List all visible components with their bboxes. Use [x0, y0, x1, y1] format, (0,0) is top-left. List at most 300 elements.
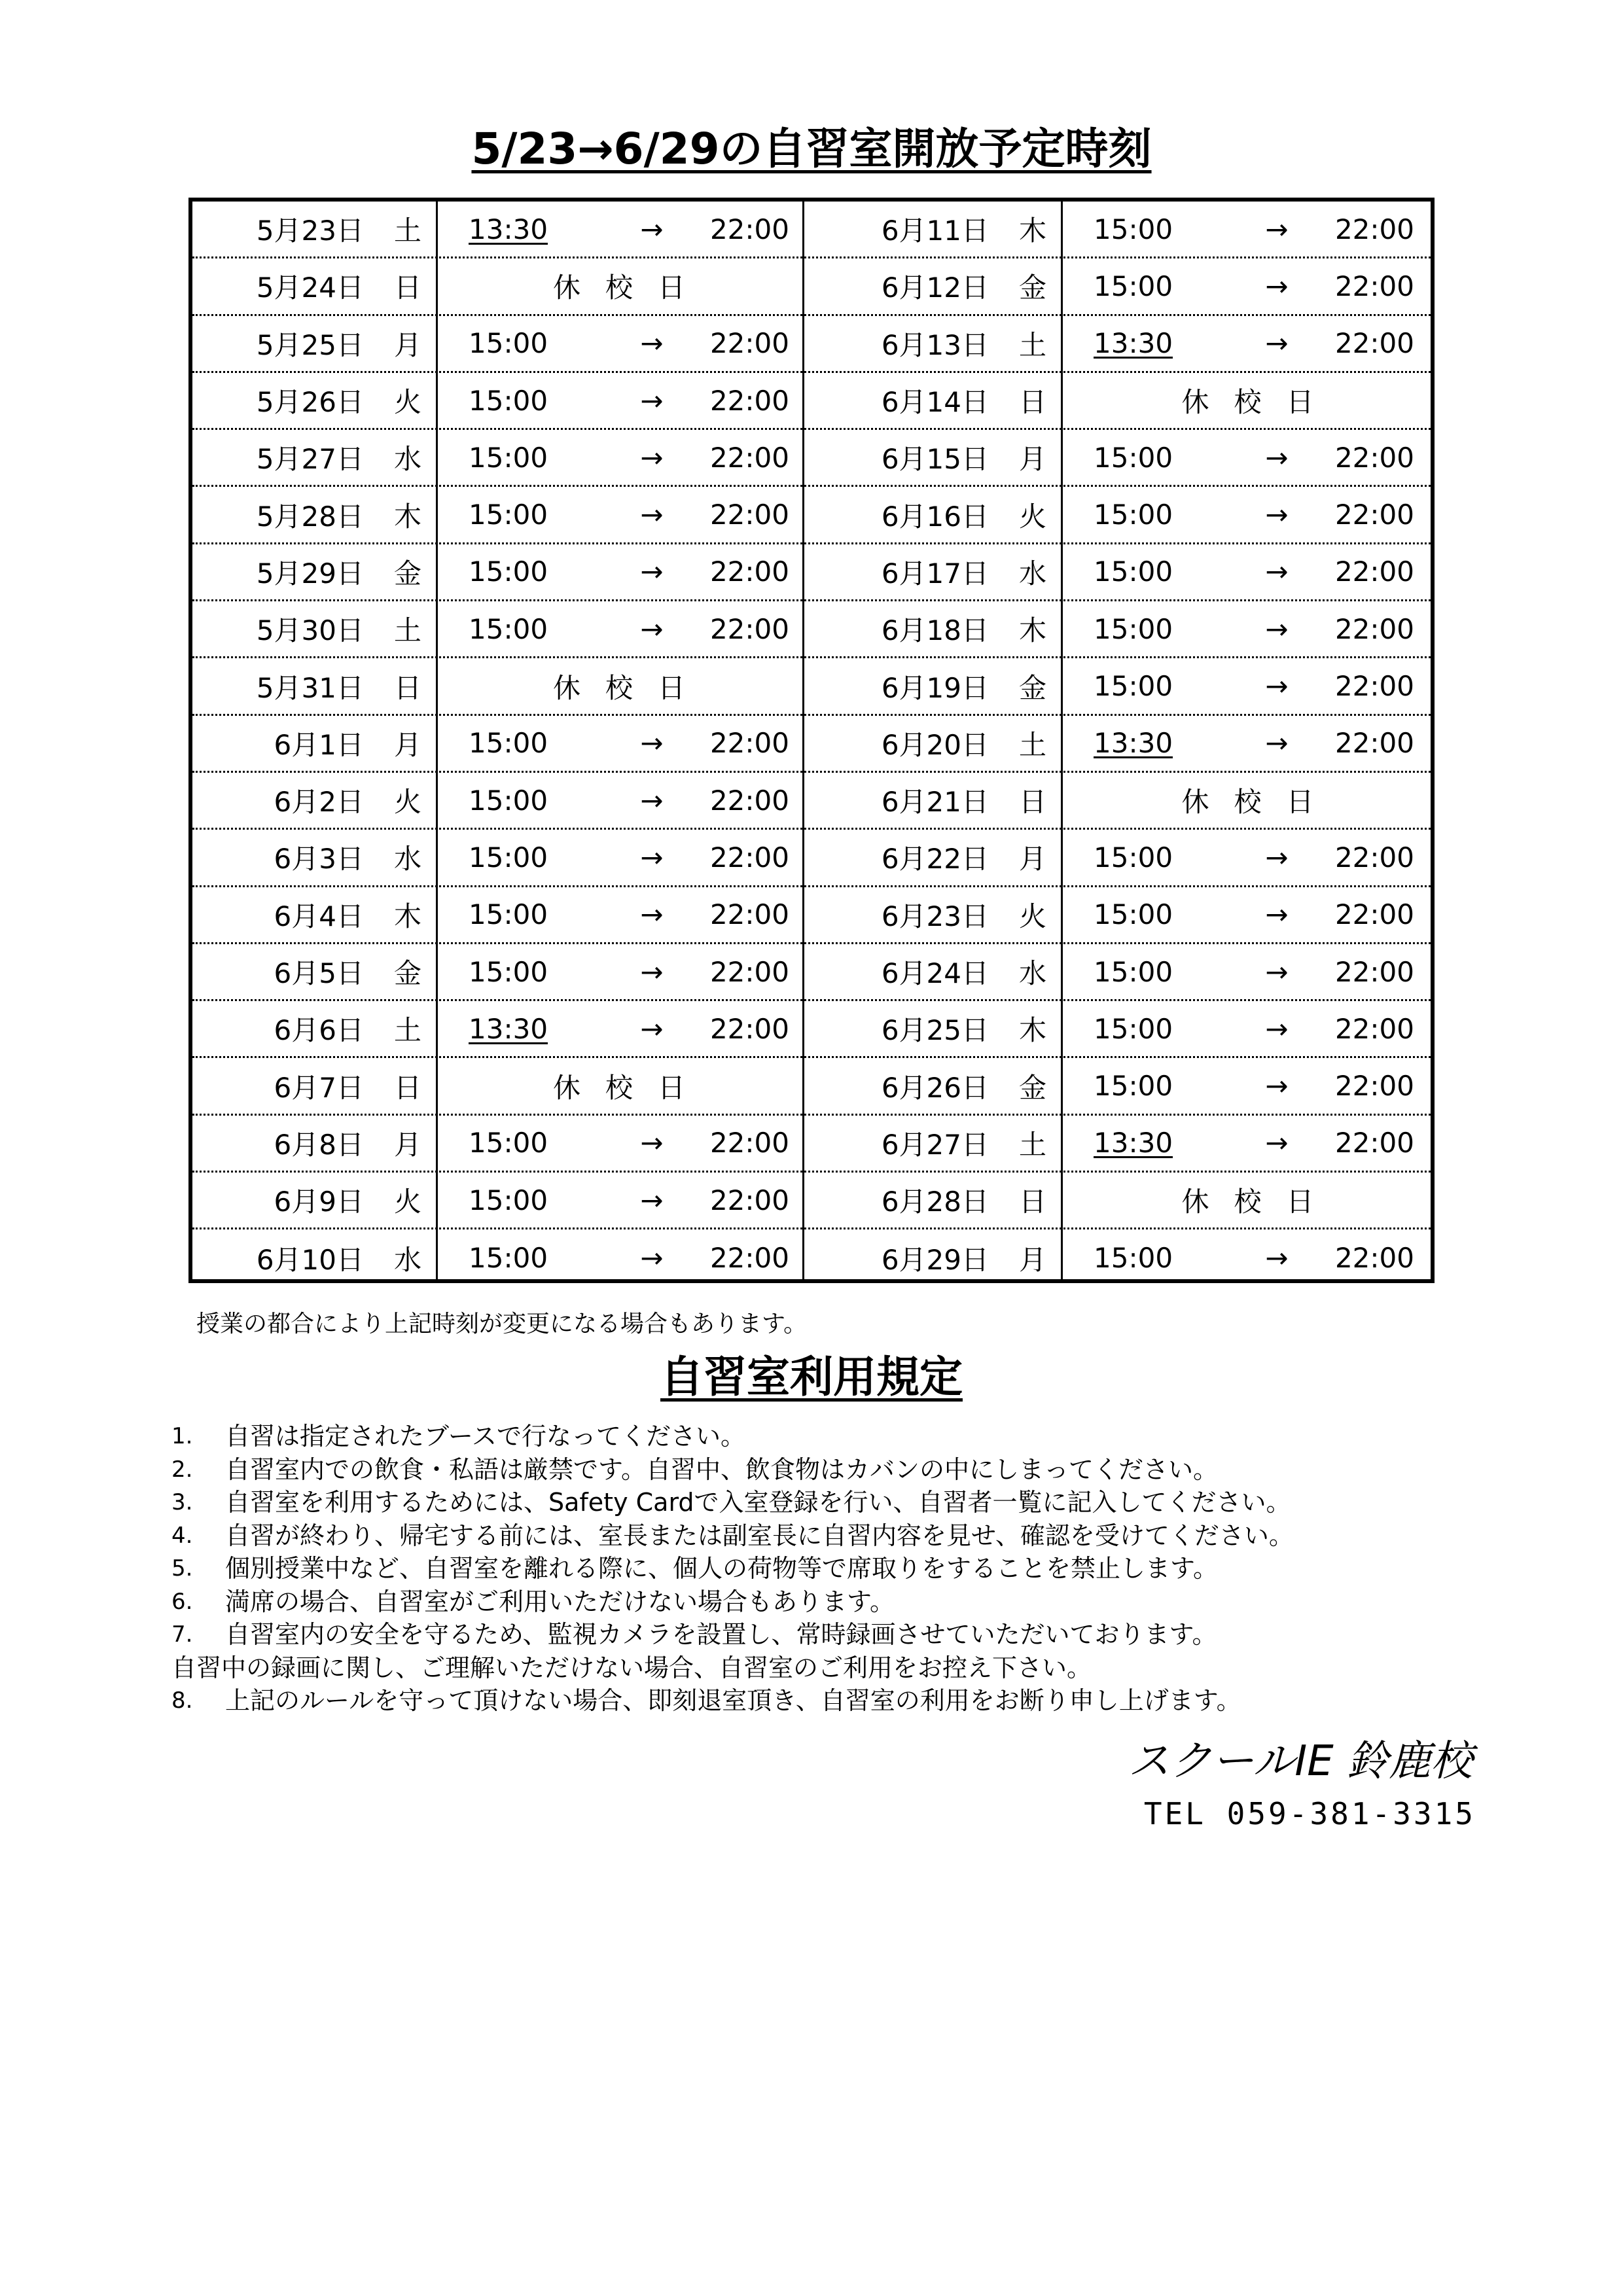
date-label: 6月20日	[881, 728, 989, 761]
end-time: 22:00	[709, 955, 789, 988]
date-label: 6月21日	[881, 786, 989, 819]
arrow-icon: →	[1265, 670, 1289, 703]
arrow-icon: →	[1265, 898, 1289, 931]
start-time: 15:00	[469, 384, 548, 417]
time-cell	[1061, 898, 1435, 930]
weekday-label: 金	[393, 557, 421, 590]
schedule-row	[192, 1229, 802, 1286]
weekday-label: 木	[1018, 215, 1046, 247]
end-time: 22:00	[709, 1012, 789, 1045]
date-cell	[192, 1180, 436, 1220]
end-time: 22:00	[1334, 327, 1414, 360]
closed-label: 休校日	[552, 272, 710, 304]
date-cell	[192, 324, 436, 363]
schedule-row	[192, 544, 802, 601]
date-cell	[804, 1180, 1061, 1220]
end-time: 22:00	[1334, 841, 1414, 874]
date-cell	[192, 1239, 436, 1278]
date-cell	[192, 495, 436, 535]
start-time: 13:30	[469, 213, 548, 245]
rule-text: 上記のルールを守って頂けない場合、即刻退室頂き、自習室の利用をお断り申し上げます。	[225, 1686, 1241, 1715]
weekday-label: 木	[393, 900, 421, 932]
weekday-label: 金	[1018, 1071, 1046, 1104]
date-cell	[192, 838, 436, 877]
date-label: 6月16日	[881, 500, 989, 533]
weekday-label: 土	[393, 1014, 421, 1047]
date-label: 6月17日	[881, 557, 989, 590]
time-cell	[436, 499, 802, 531]
end-time: 22:00	[709, 556, 789, 588]
start-time: 15:00	[1094, 441, 1173, 474]
time-cell	[436, 727, 802, 759]
start-time: 15:00	[1094, 270, 1173, 302]
arrow-icon: →	[640, 1012, 664, 1045]
schedule-row	[804, 658, 1435, 715]
date-label: 6月5日	[274, 957, 364, 989]
date-cell	[192, 781, 436, 820]
date-cell	[804, 1009, 1061, 1048]
schedule-row	[804, 1229, 1435, 1286]
start-time: 15:00	[1094, 841, 1173, 874]
closed-label: 休校日	[1181, 1186, 1339, 1218]
time-cell	[1061, 556, 1435, 588]
end-time: 22:00	[709, 612, 789, 645]
date-cell	[192, 552, 436, 592]
date-cell	[192, 1009, 436, 1048]
date-label: 6月18日	[881, 614, 989, 647]
weekday-label: 火	[393, 1186, 421, 1218]
end-time: 22:00	[1334, 1127, 1414, 1159]
time-cell	[436, 385, 802, 417]
schedule-row	[804, 1173, 1435, 1229]
rule-item	[171, 1453, 1294, 1487]
rule-item	[171, 1519, 1294, 1553]
arrow-icon: →	[1265, 612, 1289, 645]
arrow-icon: →	[640, 384, 664, 417]
date-label: 6月29日	[881, 1243, 989, 1276]
arrow-icon: →	[1265, 556, 1289, 588]
schedule-row	[804, 773, 1435, 830]
arrow-icon: →	[1265, 1242, 1289, 1275]
start-time: 15:00	[469, 898, 548, 931]
arrow-icon: →	[1265, 1012, 1289, 1045]
schedule-row	[192, 658, 802, 715]
time-cell	[1061, 442, 1435, 474]
date-label: 6月19日	[881, 671, 989, 704]
rule-text: 個別授業中など、自習室を離れる際に、個人の荷物等で席取りをすることを禁止します。	[225, 1554, 1218, 1583]
date-label: 6月8日	[274, 1128, 364, 1161]
rules-title: 自習室利用規定	[660, 1352, 963, 1402]
rule-item	[171, 1420, 1294, 1453]
date-cell	[192, 952, 436, 991]
schedule-row	[804, 1058, 1435, 1115]
rule-item	[171, 1486, 1294, 1519]
end-time: 22:00	[709, 784, 789, 817]
start-time: 15:00	[469, 784, 548, 817]
schedule-row	[804, 601, 1435, 658]
date-label: 6月6日	[274, 1014, 364, 1047]
end-time: 22:00	[709, 727, 789, 760]
schedule-row	[192, 1001, 802, 1058]
schedule-left-column	[192, 202, 804, 1279]
date-cell	[192, 609, 436, 648]
weekday-label: 水	[393, 443, 421, 476]
date-cell	[804, 781, 1061, 820]
date-label: 6月23日	[881, 900, 989, 932]
weekday-label: 月	[393, 328, 421, 361]
date-label: 6月10日	[256, 1243, 364, 1276]
date-label: 6月25日	[881, 1014, 989, 1047]
end-time: 22:00	[1334, 213, 1414, 245]
date-cell	[804, 381, 1061, 420]
weekday-label: 水	[1018, 557, 1046, 590]
weekday-label: 日	[393, 671, 421, 704]
weekday-label: 木	[393, 500, 421, 533]
date-label: 6月26日	[881, 1071, 989, 1104]
date-label: 5月23日	[256, 215, 364, 247]
time-cell	[436, 1184, 802, 1216]
school-name: スクールIE 鈴鹿校	[1128, 1737, 1472, 1786]
end-time: 22:00	[1334, 1012, 1414, 1045]
date-cell	[192, 895, 436, 934]
schedule-row	[804, 1116, 1435, 1173]
arrow-icon: →	[640, 727, 664, 760]
date-label: 5月29日	[256, 557, 364, 590]
arrow-icon: →	[640, 784, 664, 817]
weekday-label: 金	[393, 957, 421, 989]
time-cell	[1061, 327, 1435, 359]
schedule-row	[192, 830, 802, 887]
schedule-row	[804, 316, 1435, 373]
weekday-label: 水	[1018, 957, 1046, 989]
time-cell	[436, 613, 802, 645]
start-time: 15:00	[469, 499, 548, 531]
date-cell	[804, 495, 1061, 535]
time-cell	[1061, 841, 1435, 874]
schedule-row	[804, 430, 1435, 487]
arrow-icon: →	[1265, 213, 1289, 245]
date-cell	[804, 952, 1061, 991]
end-time: 22:00	[709, 384, 789, 417]
end-time: 22:00	[709, 327, 789, 360]
schedule-row	[804, 887, 1435, 944]
date-cell	[192, 1123, 436, 1163]
weekday-label: 月	[1018, 443, 1046, 476]
start-time: 15:00	[1094, 955, 1173, 988]
start-time: 15:00	[469, 727, 548, 760]
rule-number: 1.	[171, 1423, 193, 1449]
time-cell	[1061, 1127, 1435, 1159]
start-time: 15:00	[1094, 556, 1173, 588]
date-cell	[192, 266, 436, 306]
date-label: 5月26日	[256, 386, 364, 419]
arrow-icon: →	[1265, 727, 1289, 760]
schedule-row	[192, 1116, 802, 1173]
date-cell	[192, 1067, 436, 1106]
start-time: 15:00	[469, 612, 548, 645]
date-cell	[192, 724, 436, 763]
date-label: 6月1日	[274, 728, 364, 761]
arrow-icon: →	[640, 1127, 664, 1159]
end-time: 22:00	[709, 1184, 789, 1216]
date-label: 5月25日	[256, 328, 364, 361]
end-time: 22:00	[1334, 727, 1414, 760]
date-cell	[804, 895, 1061, 934]
time-cell	[1061, 1070, 1435, 1102]
schedule-row	[804, 487, 1435, 544]
weekday-label: 金	[1018, 671, 1046, 704]
weekday-label: 木	[1018, 1014, 1046, 1047]
end-time: 22:00	[1334, 670, 1414, 703]
time-cell	[436, 442, 802, 474]
time-cell	[1061, 270, 1435, 302]
arrow-icon: →	[1265, 441, 1289, 474]
time-cell	[1061, 1242, 1435, 1274]
date-label: 5月30日	[256, 614, 364, 647]
date-cell	[804, 1239, 1061, 1278]
weekday-label: 日	[393, 1071, 421, 1104]
weekday-label: 水	[393, 1243, 421, 1276]
date-cell	[192, 438, 436, 477]
time-cell	[436, 556, 802, 588]
arrow-icon: →	[640, 213, 664, 245]
arrow-icon: →	[640, 898, 664, 931]
arrow-icon: →	[640, 1184, 664, 1216]
schedule-note: 授業の都合により上記時刻が変更になる場合もあります。	[196, 1311, 808, 1337]
weekday-label: 火	[393, 786, 421, 819]
date-label: 6月11日	[881, 215, 989, 247]
schedule-row	[804, 258, 1435, 315]
date-label: 6月27日	[881, 1128, 989, 1161]
arrow-icon: →	[640, 499, 664, 531]
time-cell	[436, 785, 802, 817]
start-time: 15:00	[1094, 1012, 1173, 1045]
start-time: 15:00	[1094, 213, 1173, 245]
arrow-icon: →	[1265, 270, 1289, 302]
date-label: 6月14日	[881, 386, 989, 419]
schedule-row	[804, 1001, 1435, 1058]
schedule-row	[804, 202, 1435, 258]
end-time: 22:00	[1334, 441, 1414, 474]
end-time: 22:00	[709, 1242, 789, 1275]
date-cell	[804, 324, 1061, 363]
date-label: 5月28日	[256, 500, 364, 533]
time-cell	[436, 213, 802, 245]
rule-text: 自習室内の安全を守るため、監視カメラを設置し、常時録画させていただいております。	[225, 1620, 1217, 1649]
time-cell	[1061, 956, 1435, 988]
schedule-row	[192, 258, 802, 315]
rule-continuation: 自習中の録画に関し、ご理解いただけない場合、自習室のご利用をお控え下さい。	[171, 1653, 1092, 1682]
start-time: 15:00	[469, 1127, 548, 1159]
date-label: 6月9日	[274, 1186, 364, 1218]
weekday-label: 木	[1018, 614, 1046, 647]
schedule-row	[192, 487, 802, 544]
end-time: 22:00	[709, 499, 789, 531]
schedule-row	[192, 316, 802, 373]
date-label: 5月31日	[256, 671, 364, 704]
start-time: 15:00	[469, 327, 548, 360]
arrow-icon: →	[1265, 1127, 1289, 1159]
rule-text: 自習は指定されたブースで行なってください。	[225, 1422, 745, 1451]
date-label: 5月24日	[256, 272, 364, 304]
weekday-label: 日	[1018, 786, 1046, 819]
date-cell	[804, 609, 1061, 648]
weekday-label: 月	[393, 1128, 421, 1161]
rule-number: 3.	[171, 1489, 193, 1515]
date-label: 5月27日	[256, 443, 364, 476]
end-time: 22:00	[1334, 955, 1414, 988]
time-cell	[1061, 499, 1435, 531]
rule-item	[171, 1618, 1294, 1651]
rule-item	[171, 1552, 1294, 1585]
date-cell	[804, 724, 1061, 763]
start-time: 15:00	[1094, 499, 1173, 531]
weekday-label: 土	[1018, 328, 1046, 361]
weekday-label: 火	[1018, 500, 1046, 533]
arrow-icon: →	[640, 327, 664, 360]
date-cell	[804, 1067, 1061, 1106]
closed-label: 休校日	[1181, 386, 1339, 419]
rule-number: 8.	[171, 1687, 193, 1714]
date-label: 6月12日	[881, 272, 989, 304]
phone-number: TEL 059-381-3315	[1143, 1796, 1476, 1831]
start-time: 15:00	[1094, 1070, 1173, 1103]
date-cell	[192, 381, 436, 420]
start-time: 15:00	[469, 556, 548, 588]
start-time: 15:00	[469, 841, 548, 874]
weekday-label: 火	[1018, 900, 1046, 932]
rule-text: 満席の場合、自習室がご利用いただけない場合もあります。	[225, 1587, 895, 1616]
weekday-label: 土	[393, 614, 421, 647]
closed-label: 休校日	[552, 1071, 710, 1104]
date-label: 6月2日	[274, 786, 364, 819]
schedule-row	[192, 773, 802, 830]
date-label: 6月7日	[274, 1071, 364, 1104]
date-label: 6月15日	[881, 443, 989, 476]
schedule-row	[804, 544, 1435, 601]
date-cell	[804, 552, 1061, 592]
arrow-icon: →	[640, 955, 664, 988]
time-cell	[1061, 727, 1435, 759]
date-cell	[804, 209, 1061, 249]
schedule-row	[192, 944, 802, 1001]
arrow-icon: →	[640, 441, 664, 474]
start-time: 15:00	[469, 441, 548, 474]
schedule-row	[192, 601, 802, 658]
time-cell	[1061, 670, 1435, 702]
rules-list	[171, 1420, 1294, 1718]
weekday-label: 日	[1018, 1186, 1046, 1218]
arrow-icon: →	[640, 841, 664, 874]
schedule-row	[804, 373, 1435, 430]
schedule-row	[192, 430, 802, 487]
weekday-label: 月	[1018, 843, 1046, 875]
weekday-label: 月	[1018, 1243, 1046, 1276]
end-time: 22:00	[1334, 270, 1414, 302]
arrow-icon: →	[640, 612, 664, 645]
time-cell	[436, 841, 802, 874]
end-time: 22:00	[1334, 612, 1414, 645]
rule-number: 2.	[171, 1456, 193, 1483]
arrow-icon: →	[640, 556, 664, 588]
end-time: 22:00	[1334, 1070, 1414, 1103]
time-cell	[436, 898, 802, 930]
rule-text: 自習室を利用するためには、Safety Cardで入室登録を行い、自習者一覧に記入してください。	[225, 1488, 1291, 1517]
schedule-table	[188, 198, 1435, 1283]
start-time: 15:00	[1094, 898, 1173, 931]
start-time: 13:30	[469, 1012, 548, 1045]
time-cell	[1061, 613, 1435, 645]
date-cell	[804, 838, 1061, 877]
date-cell	[804, 438, 1061, 477]
time-cell	[1061, 213, 1435, 245]
start-time: 15:00	[1094, 1242, 1173, 1275]
date-label: 6月24日	[881, 957, 989, 989]
end-time: 22:00	[1334, 499, 1414, 531]
end-time: 22:00	[1334, 1242, 1414, 1275]
start-time: 15:00	[469, 1184, 548, 1216]
schedule-row	[192, 887, 802, 944]
weekday-label: 日	[1018, 386, 1046, 419]
time-cell	[436, 1013, 802, 1045]
rule-text: 自習が終わり、帰宅する前には、室長または副室長に自習内容を見せ、確認を受けてください。	[225, 1521, 1294, 1550]
end-time: 22:00	[709, 841, 789, 874]
weekday-label: 土	[393, 215, 421, 247]
closed-label: 休校日	[552, 671, 710, 704]
date-label: 6月13日	[881, 328, 989, 361]
start-time: 15:00	[469, 1242, 548, 1275]
rule-number: 6.	[171, 1588, 193, 1615]
end-time: 22:00	[709, 213, 789, 245]
start-time: 15:00	[469, 955, 548, 988]
time-cell	[436, 1127, 802, 1159]
date-label: 6月28日	[881, 1186, 989, 1218]
start-time: 13:30	[1094, 727, 1173, 760]
schedule-row	[192, 1058, 802, 1115]
date-cell	[804, 1123, 1061, 1163]
schedule-row	[804, 944, 1435, 1001]
schedule-row	[804, 716, 1435, 773]
arrow-icon: →	[1265, 841, 1289, 874]
schedule-row	[192, 1173, 802, 1229]
time-cell	[436, 327, 802, 359]
rule-item	[171, 1684, 1294, 1718]
date-cell	[192, 209, 436, 249]
schedule-row	[192, 716, 802, 773]
start-time: 13:30	[1094, 1127, 1173, 1159]
arrow-icon: →	[1265, 955, 1289, 988]
end-time: 22:00	[709, 898, 789, 931]
schedule-right-column	[804, 202, 1435, 1279]
end-time: 22:00	[709, 1127, 789, 1159]
time-cell	[1061, 1013, 1435, 1045]
weekday-label: 日	[393, 272, 421, 304]
rule-number: 7.	[171, 1621, 193, 1648]
date-cell	[192, 667, 436, 706]
weekday-label: 土	[1018, 1128, 1046, 1161]
time-cell	[436, 956, 802, 988]
start-time: 15:00	[1094, 612, 1173, 645]
schedule-row	[804, 830, 1435, 887]
end-time: 22:00	[1334, 898, 1414, 931]
end-time: 22:00	[709, 441, 789, 474]
weekday-label: 月	[393, 728, 421, 761]
start-time: 15:00	[1094, 670, 1173, 703]
end-time: 22:00	[1334, 556, 1414, 588]
start-time: 13:30	[1094, 327, 1173, 360]
arrow-icon: →	[640, 1242, 664, 1275]
schedule-row	[192, 373, 802, 430]
